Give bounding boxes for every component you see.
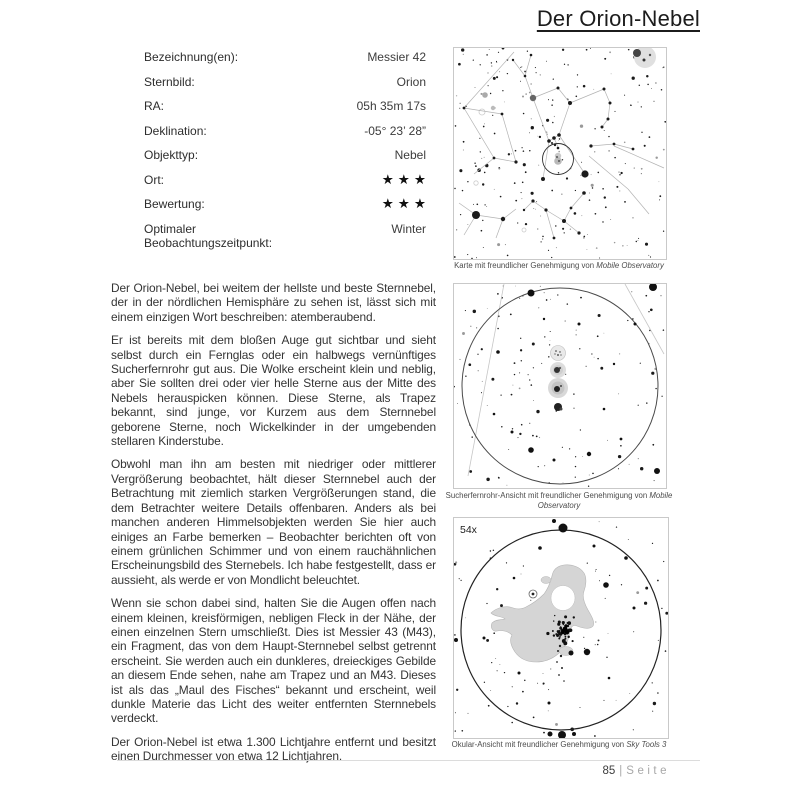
page-title: Der Orion-Nebel: [536, 6, 700, 31]
article-body: [111, 281, 436, 773]
star-chart-figure: [453, 47, 667, 260]
table-row: [144, 148, 426, 162]
body-paragraph: Obwohl man ihn am besten mit niedriger oder mittlerer Vergrößerung beobachtet, hält dieser Sternnebel auch der Betrachtung mit ziemlich starken Vergrößerungen stand, die dem Betrachter weitere Details offenbaren. Anders als bei manchen anderen Himmelsobjekten werden Sie hier auch einiges an Farbe bemerken – Beobachter berichten oft von einem grünlichen Schimmer und von einem rauchähnlichen Erscheinungsbild des Sternebels. Ich habe festgestellt, dass er aussieht, als werde er von Mondlicht beleuchtet.: [111, 457, 436, 587]
table-row: [144, 171, 430, 187]
fact-value: 05h 35m 17s: [356, 99, 426, 113]
figure-caption: [413, 261, 705, 271]
table-row: [144, 196, 430, 211]
caption-text: Okular-Ansicht mit freundlicher Genehmigung von: [451, 740, 627, 749]
fact-label: Bezeichnung(en):: [144, 50, 239, 64]
body-paragraph: Er ist bereits mit dem bloßen Auge gut sichtbar und sieht selbst durch ein Fernglas oder ein halbwegs vernünftiges Sucherfernrohr gut aus. Die Wolke erscheint klein und neblig, aber Sie sollten drei oder vier helle Sterne aus der Mitte des Nebels herauspicken können. Diese Sterne, als Trapez bekannt, sind junge, vor Kurzem aus dem Sternnebel geborene Sterne, noch Wickelkinder in der umgebenden stellaren Kinderstube.: [111, 333, 436, 449]
fact-label: Ort:: [144, 172, 164, 187]
fact-label: Objekttyp:: [144, 148, 199, 162]
body-paragraph: Wenn sie schon dabei sind, halten Sie die Augen offen nach einem kleinen, kreisförmigen, nebligen Fleck in der Nähe, der einen einzelnen Stern umschließt. Dies ist Messier 43 (M43), ein Fragment, das von dem Haupt-Sternnebel selbst getrennt erscheint. Sie werden auch ein dunkleres, dreieckiges Gebilde an diesem Ende sehen, nahe am Trapez und an M43. Dieses ist als das „Maul des Fisches“ bekannt und erscheint, weil dunkle Materie das Licht des weiter entfernten Sternnebels verdeckt.: [111, 596, 436, 726]
rating-stars: ★★★: [381, 196, 430, 211]
table-row: [144, 75, 426, 89]
fact-label: Sternbild:: [144, 74, 195, 89]
table-row: [144, 124, 426, 138]
page-number: 85: [602, 765, 616, 777]
finder-view-figure: [453, 283, 667, 489]
body-paragraph: Der Orion-Nebel ist etwa 1.300 Lichtjahre entfernt und besitzt einen Durchmesser von etwa 12 Lichtjahren.: [111, 734, 436, 764]
footer-divider: [117, 760, 700, 761]
fact-value: Nebel: [394, 148, 426, 162]
footer-label: Seite: [626, 765, 670, 777]
eyepiece-view-image: [454, 518, 668, 738]
figure-caption: [444, 491, 674, 511]
figure-credit: Sky Tools 3: [626, 740, 667, 749]
fact-label: RA:: [144, 99, 165, 113]
footer-separator: |: [619, 765, 623, 777]
fact-value: Messier 42: [367, 50, 426, 64]
eyepiece-view-figure: [453, 517, 669, 739]
footer: [602, 765, 670, 777]
star-chart-image: [454, 48, 666, 259]
table-row: [144, 222, 426, 250]
table-row: [144, 99, 426, 113]
fact-value: Winter: [391, 221, 426, 236]
caption-text: Karte mit freundlicher Genehmigung von: [454, 261, 597, 270]
fact-label: Bewertung:: [144, 197, 205, 211]
fact-label: Deklination:: [144, 123, 207, 138]
magnification-label: 54x: [460, 524, 477, 536]
finder-view-image: [454, 284, 666, 488]
figure-credit: Mobile Observatory: [596, 261, 664, 270]
table-row: [144, 50, 426, 64]
fact-label: Optimaler Beobachtungszeitpunkt:: [144, 221, 273, 250]
figure-credit: Mobile Observatory: [537, 491, 673, 510]
object-facts-table: [144, 50, 430, 260]
figure-caption: [413, 740, 705, 750]
body-paragraph: Der Orion-Nebel, bei weitem der hellste und beste Sternnebel, der in der nördlichen Hemisphäre zu sehen ist, lässt sich mit einem einzigen Wort beschreiben: atemberaubend.: [111, 281, 436, 324]
rating-stars: ★★★: [381, 171, 430, 187]
fact-value: Orion: [396, 74, 426, 89]
fact-value: -05° 23’ 28”: [364, 123, 426, 138]
caption-text: Sucherfernrohr-Ansicht mit freundlicher Genehmigung von: [445, 491, 650, 500]
